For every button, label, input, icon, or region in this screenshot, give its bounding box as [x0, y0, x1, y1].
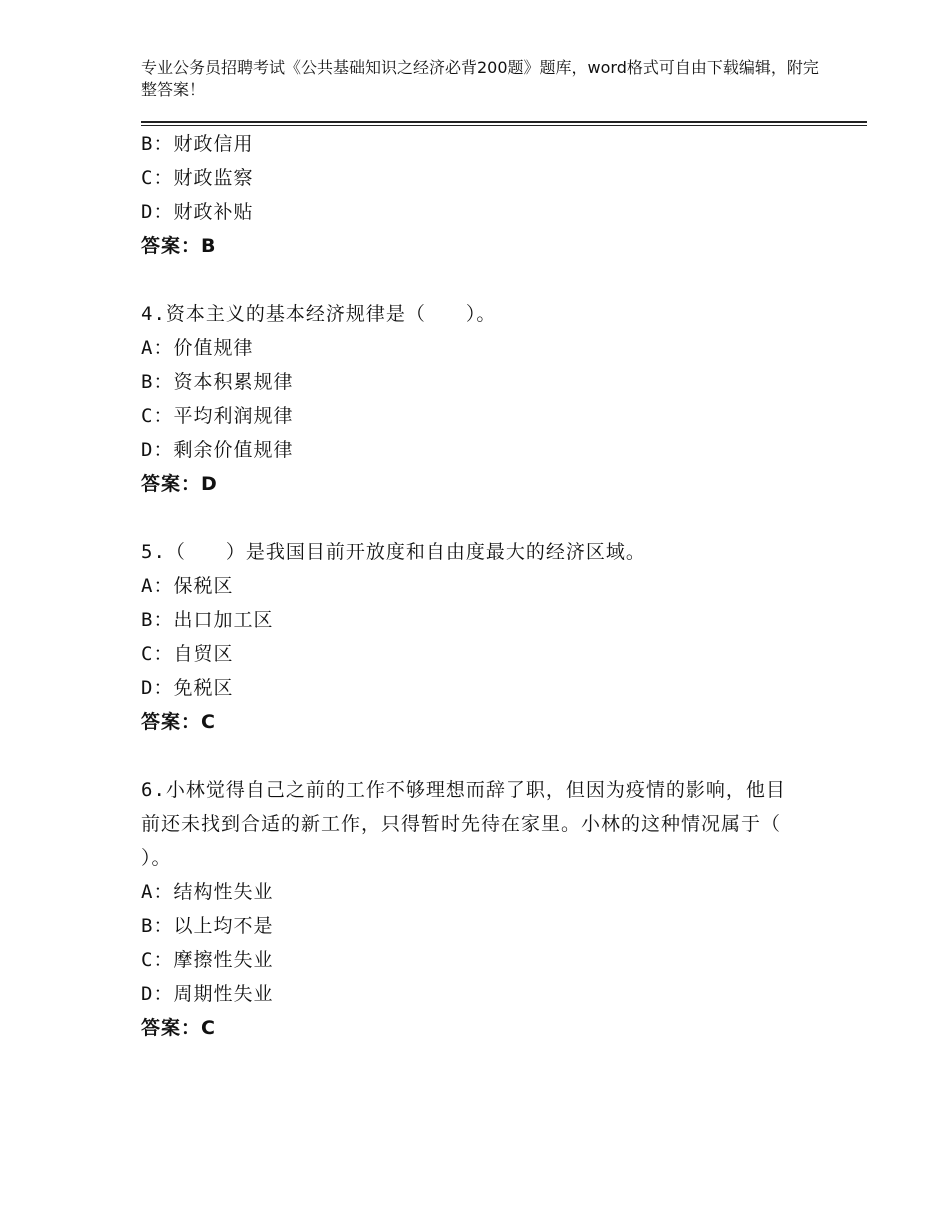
option-b: B：出口加工区 — [141, 609, 274, 631]
option-d: D：财政补贴 — [141, 201, 254, 223]
header-rule-thick — [141, 121, 867, 123]
option-c: C：财政监察 — [141, 167, 254, 189]
question-text: 6.小林觉得自己之前的工作不够理想而辞了职，但因为疫情的影响，他目前还未找到合适的新工作，只得暂时先待在家里。小林的这种情况属于（ ）。 — [141, 779, 822, 869]
answer-line: 答案：C — [141, 1017, 216, 1039]
option-b: B：资本积累规律 — [141, 371, 294, 393]
question-text: 4.资本主义的基本经济规律是（ ）。 — [141, 303, 497, 325]
option-c: C：平均利润规律 — [141, 405, 294, 427]
answer-line: 答案：D — [141, 473, 218, 495]
option-d: D：周期性失业 — [141, 983, 274, 1005]
document-content — [141, 127, 841, 1045]
question-text: 5.（ ）是我国目前开放度和自由度最大的经济区域。 — [141, 541, 646, 563]
answer-line: 答案：C — [141, 711, 216, 733]
question-block-5 — [141, 535, 841, 739]
question-block-4 — [141, 297, 841, 501]
option-a: A：保税区 — [141, 575, 234, 597]
document-header: 专业公务员招聘考试《公共基础知识之经济必背200题》题库，word格式可自由下载编辑，附完整答案！ — [141, 58, 819, 99]
option-c: C：摩擦性失业 — [141, 949, 274, 971]
option-b: B：以上均不是 — [141, 915, 274, 937]
answer-line: 答案：B — [141, 235, 217, 257]
option-b: B：财政信用 — [141, 133, 254, 155]
option-a: A：结构性失业 — [141, 881, 274, 903]
question-block-3-continued — [141, 127, 841, 263]
header-rule-thin — [141, 125, 867, 126]
option-d: D：剩余价值规律 — [141, 439, 294, 461]
option-a: A：价值规律 — [141, 337, 254, 359]
question-block-6 — [141, 773, 841, 1045]
option-d: D：免税区 — [141, 677, 234, 699]
option-c: C：自贸区 — [141, 643, 234, 665]
